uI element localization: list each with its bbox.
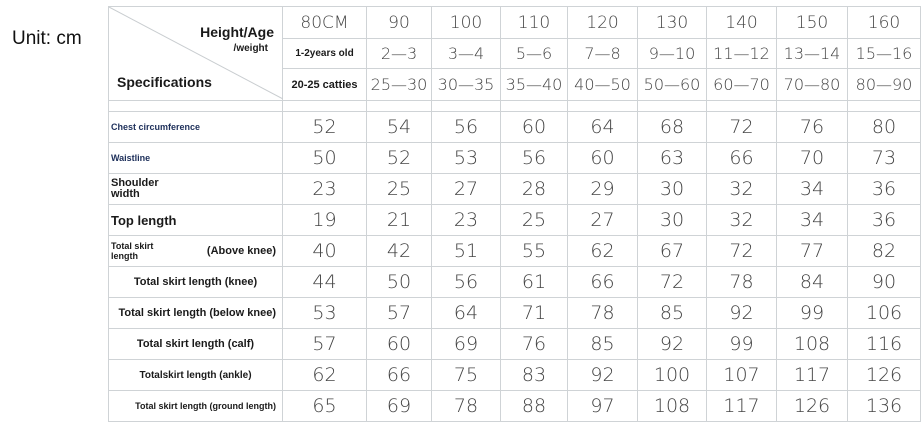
table-cell: 68 — [638, 112, 707, 143]
header-weight: 25—30 — [367, 69, 432, 101]
table-cell: 32 — [707, 174, 777, 205]
table-cell: 56 — [432, 267, 501, 298]
table-cell: 23 — [283, 174, 367, 205]
table-cell: 65 — [283, 391, 367, 422]
header-weight: 70—80 — [777, 69, 848, 101]
table-cell: 80 — [848, 112, 921, 143]
table-cell: 64 — [432, 298, 501, 329]
table-cell: 56 — [432, 112, 501, 143]
corner-specifications: Specifications — [117, 74, 212, 90]
table-cell: 88 — [501, 391, 568, 422]
table-cell: 50 — [367, 267, 432, 298]
header-age: 15—16 — [848, 39, 921, 69]
table-row — [109, 236, 921, 267]
table-row — [109, 360, 921, 391]
table-cell: 66 — [707, 143, 777, 174]
table-cell: 25 — [501, 205, 568, 236]
table-row — [109, 143, 921, 174]
table-cell: 72 — [707, 236, 777, 267]
table-row — [109, 112, 921, 143]
table-cell: 54 — [367, 112, 432, 143]
table-cell: 76 — [777, 112, 848, 143]
table-cell: 107 — [707, 360, 777, 391]
header-row-height — [109, 7, 921, 39]
table-cell: 100 — [638, 360, 707, 391]
table-cell: 42 — [367, 236, 432, 267]
header-age: 13—14 — [777, 39, 848, 69]
header-height: 80CM — [283, 7, 367, 39]
table-cell: 23 — [432, 205, 501, 236]
table-cell: 64 — [568, 112, 638, 143]
table-cell: 136 — [848, 391, 921, 422]
header-age: 1-2years old — [283, 39, 367, 69]
header-height: 140 — [707, 7, 777, 39]
table-cell: 32 — [707, 205, 777, 236]
table-cell: 72 — [638, 267, 707, 298]
corner-weight: /weight — [233, 43, 268, 54]
table-cell: 36 — [848, 205, 921, 236]
size-chart — [108, 6, 920, 420]
header-weight: 40—50 — [568, 69, 638, 101]
header-age: 7—8 — [568, 39, 638, 69]
row-label: Chest circumference — [109, 112, 283, 143]
table-cell: 70 — [777, 143, 848, 174]
table-cell: 52 — [283, 112, 367, 143]
header-height: 120 — [568, 7, 638, 39]
table-cell: 60 — [501, 112, 568, 143]
table-cell: 66 — [568, 267, 638, 298]
table-row — [109, 391, 921, 422]
header-height: 90 — [367, 7, 432, 39]
table-cell: 78 — [707, 267, 777, 298]
header-age: 5—6 — [501, 39, 568, 69]
header-weight: 80—90 — [848, 69, 921, 101]
table-cell: 117 — [707, 391, 777, 422]
table-cell: 99 — [707, 329, 777, 360]
header-height: 150 — [777, 7, 848, 39]
header-height: 130 — [638, 7, 707, 39]
unit-label: Unit: cm — [12, 28, 82, 49]
table-cell: 34 — [777, 174, 848, 205]
table-cell: 77 — [777, 236, 848, 267]
table-cell: 34 — [777, 205, 848, 236]
table-cell: 27 — [568, 205, 638, 236]
row-label-main: Total skirt length — [111, 241, 154, 261]
table-cell: 28 — [501, 174, 568, 205]
table-cell: 40 — [283, 236, 367, 267]
header-weight: 60—70 — [707, 69, 777, 101]
table-cell: 60 — [367, 329, 432, 360]
table-cell: 108 — [638, 391, 707, 422]
table-row — [109, 329, 921, 360]
table-cell: 55 — [501, 236, 568, 267]
table-cell: 27 — [432, 174, 501, 205]
header-weight: 50—60 — [638, 69, 707, 101]
table-cell: 75 — [432, 360, 501, 391]
spacer-row — [109, 101, 921, 112]
header-age: 2—3 — [367, 39, 432, 69]
row-label: Top length — [109, 205, 283, 236]
table-row — [109, 267, 921, 298]
table-cell: 50 — [283, 143, 367, 174]
row-label: Total skirt length (knee) — [109, 267, 283, 298]
table-cell: 116 — [848, 329, 921, 360]
table-cell: 60 — [568, 143, 638, 174]
corner-height-age: Height/Age — [200, 24, 274, 40]
table-cell: 76 — [501, 329, 568, 360]
row-label: Waistline — [109, 143, 283, 174]
table-cell: 69 — [367, 391, 432, 422]
table-cell: 92 — [638, 329, 707, 360]
table-cell: 44 — [283, 267, 367, 298]
table-row — [109, 298, 921, 329]
row-label-qualifier: (Above knee) — [206, 244, 276, 257]
table-row — [109, 174, 921, 205]
table-cell: 92 — [707, 298, 777, 329]
table-cell: 82 — [848, 236, 921, 267]
table-cell: 62 — [568, 236, 638, 267]
table-cell: 126 — [777, 391, 848, 422]
table-cell: 36 — [848, 174, 921, 205]
table-cell: 61 — [501, 267, 568, 298]
table-row — [109, 205, 921, 236]
table-cell: 56 — [501, 143, 568, 174]
table-cell: 90 — [848, 267, 921, 298]
row-label: Total skirt length (ground length) — [109, 391, 283, 422]
table-cell: 106 — [848, 298, 921, 329]
table-cell: 72 — [707, 112, 777, 143]
table-cell: 67 — [638, 236, 707, 267]
table-cell: 30 — [638, 174, 707, 205]
table-cell: 69 — [432, 329, 501, 360]
table-cell: 78 — [432, 391, 501, 422]
table-cell: 83 — [501, 360, 568, 391]
table-cell: 25 — [367, 174, 432, 205]
header-age: 3—4 — [432, 39, 501, 69]
header-weight: 20-25 catties — [283, 69, 367, 101]
row-label: Total skirt length (calf) — [109, 329, 283, 360]
row-label-split — [111, 241, 282, 261]
table-cell: 92 — [568, 360, 638, 391]
header-age: 11—12 — [707, 39, 777, 69]
table-cell: 78 — [568, 298, 638, 329]
corner-cell — [109, 7, 283, 101]
table-cell: 62 — [283, 360, 367, 391]
table-cell: 85 — [568, 329, 638, 360]
table-cell: 53 — [432, 143, 501, 174]
table-cell: 97 — [568, 391, 638, 422]
table-cell: 84 — [777, 267, 848, 298]
header-age: 9—10 — [638, 39, 707, 69]
header-height: 160 — [848, 7, 921, 39]
table-cell: 108 — [777, 329, 848, 360]
table-cell: 66 — [367, 360, 432, 391]
header-weight: 35—40 — [501, 69, 568, 101]
table-cell: 53 — [283, 298, 367, 329]
row-label-text: Shoulder width — [111, 177, 159, 200]
table-cell: 73 — [848, 143, 921, 174]
table-cell: 71 — [501, 298, 568, 329]
table-cell: 126 — [848, 360, 921, 391]
table-cell: 57 — [283, 329, 367, 360]
table-cell: 29 — [568, 174, 638, 205]
header-weight: 30—35 — [432, 69, 501, 101]
table-cell: 85 — [638, 298, 707, 329]
table-cell: 99 — [777, 298, 848, 329]
row-label — [109, 174, 283, 205]
table-cell: 21 — [367, 205, 432, 236]
table-cell: 57 — [367, 298, 432, 329]
header-height: 110 — [501, 7, 568, 39]
table-cell: 51 — [432, 236, 501, 267]
table-cell: 117 — [777, 360, 848, 391]
row-label: Total skirt length (below knee) — [109, 298, 283, 329]
table-cell: 30 — [638, 205, 707, 236]
table-cell: 52 — [367, 143, 432, 174]
size-table — [108, 6, 921, 422]
table-cell: 19 — [283, 205, 367, 236]
table-cell: 63 — [638, 143, 707, 174]
row-label: Totalskirt length (ankle) — [109, 360, 283, 391]
row-label — [109, 236, 283, 267]
header-height: 100 — [432, 7, 501, 39]
